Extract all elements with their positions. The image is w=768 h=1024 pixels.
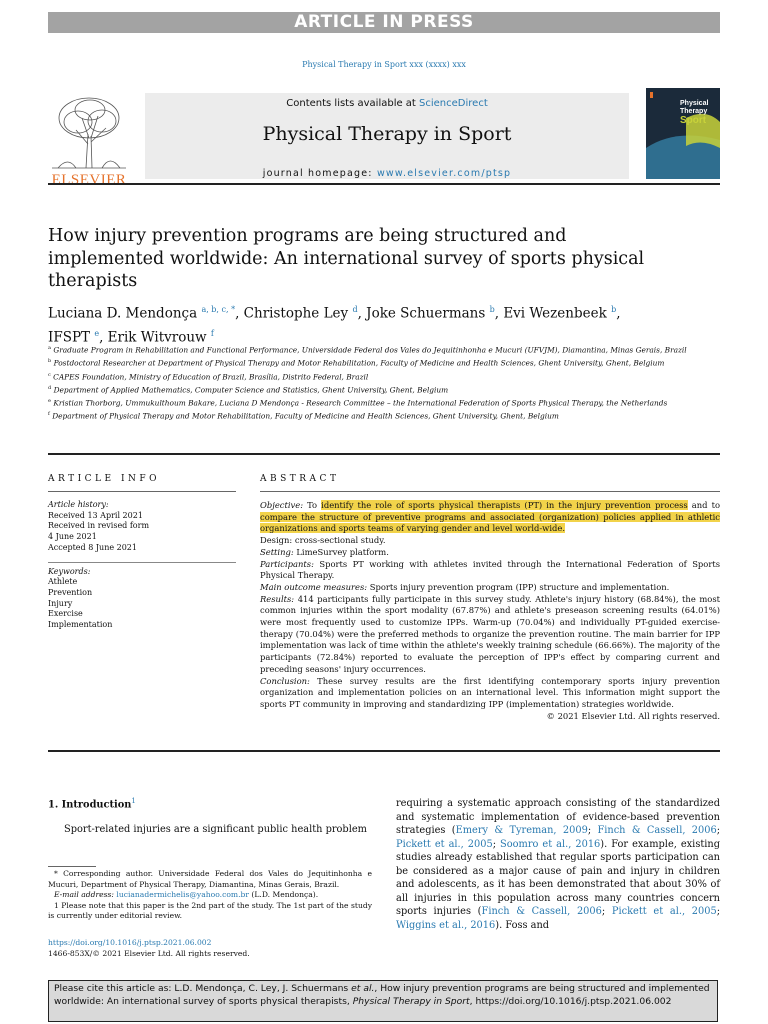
abstract-label: Conclusion: bbox=[260, 675, 310, 686]
sciencedirect-link[interactable]: ScienceDirect bbox=[419, 98, 488, 109]
citation-link[interactable]: Finch & Cassell, 2006 bbox=[597, 825, 717, 836]
affiliation-sup-link[interactable]: f bbox=[210, 328, 214, 338]
abstract-text: and to bbox=[687, 500, 720, 510]
body-text: ). Foss and bbox=[495, 919, 550, 931]
affiliation-letter: b bbox=[48, 358, 52, 365]
body-text: ). For example, existing studies already established that regular sports participation can be considered as a major cause of pain and injury in children and adolescents, as it has been demonstrated that about 30% of all injuries in this population across many countries concern sports injuries ( bbox=[396, 838, 720, 917]
affiliation-text: Kristian Thorborg, Ummukulthoum Bakare, Luciana D Mendonça - Research Committee – the International Federation of Sports Physical Therapy, the Netherlands bbox=[53, 398, 668, 408]
abstract-setting bbox=[260, 547, 720, 559]
author-separator: , bbox=[494, 305, 504, 322]
abstract-text: 414 participants fully participate in this survey study. Athlete's injury history (68.84%), the most common injuries within the sport modality (67.87%) and athlete's preseason screening results (64.01%) were most frequently used to customize IPPs. Warm-up (70.04%) and individually PT-guided exercise-therapy (70.04%) were the preferred methods to organize the prevention routine. The main barrier for IPP implementation was lack of time within the athlete's weekly training schedule (66.66%). The majority of the participants (72.84%) reported to evaluate the perception of IPP's effect by comparing current and preceding seasons' injury occurrences. bbox=[260, 593, 720, 674]
abstract-text: These survey results are the first identifying contemporary sports injury prevention organization and implementation policies on an international level. This information might support the sports PT community in improving and standardizing IPP (implementation) strategies worldwide. bbox=[260, 675, 720, 709]
body-text: requiring a systematic approach consisting of the standardized and systematic implementation of evidence-based prevention strategies ( bbox=[396, 798, 720, 836]
author-name: Luciana D. Mendonça bbox=[48, 305, 198, 322]
journal-reference-link[interactable]: Physical Therapy in Sport xxx (xxxx) xxx bbox=[302, 60, 466, 69]
affiliation-item bbox=[48, 370, 726, 383]
abstract-rule bbox=[260, 491, 720, 492]
abstract-heading: ABSTRACT bbox=[260, 474, 340, 484]
affiliation-text: Graduate Program in Rehabilitation and Functional Performance, Universidade Federal dos Vales do Jequitinhonha e Mucuri (UFVJM), Diamantina, Minas Gerais, Brazil bbox=[53, 345, 687, 355]
keywords-label: Keywords: bbox=[48, 566, 91, 576]
history-item: 4 June 2021 bbox=[48, 532, 97, 542]
abstract-results bbox=[260, 594, 720, 676]
affiliation-sup-link[interactable]: b bbox=[611, 305, 617, 314]
history-item: Received in revised form bbox=[48, 521, 150, 531]
cite-text: Please cite this article as: L.D. Mendonça, C. Ley, J. Schuermans bbox=[54, 983, 352, 994]
footnote-link[interactable]: 1 bbox=[131, 797, 136, 805]
affiliation-sup-link[interactable]: a, b, c, * bbox=[201, 305, 236, 314]
doi-link[interactable]: https://doi.org/10.1016/j.ptsp.2021.06.002 bbox=[48, 938, 212, 947]
cover-word: Sport bbox=[680, 115, 707, 126]
author-separator: , bbox=[357, 305, 367, 322]
affiliation-text: Department of Physical Therapy and Motor Rehabilitation, Faculty of Medicine and Health Sciences, Ghent University, Ghent, Belgium bbox=[52, 411, 559, 421]
affiliation-text: Postdoctoral Researcher at Department of Physical Therapy and Motor Rehabilitation, Faculty of Medicine and Health Sciences, Ghent University, Ghent, Belgium bbox=[53, 358, 665, 368]
intro-right-column: requiring a systematic approach consisting of the standardized and systematic implementation of evidence-based prevention strategies (Emery & Tyreman, 2009; Finch & Cassell, 2006; Pickett et al., 2005; Soomro et al., 2016). For example, existing studies already established that regular sports participation can be considered as a major cause of pain and injury in children and adolescents, as it has been demonstrated that about 30% of all injuries in this population across many countries concern sports injuries (Finch & Cassell, 2006; Pickett et al., 2005; Wiggins et al., 2016). Foss and bbox=[396, 798, 721, 931]
citation-link[interactable]: Wiggins et al., 2016 bbox=[396, 919, 496, 931]
abstract-copyright: © 2021 Elsevier Ltd. All rights reserved. bbox=[546, 710, 720, 721]
abstract-body bbox=[260, 500, 720, 722]
keyword: Exercise bbox=[48, 609, 83, 619]
info-divider bbox=[48, 562, 236, 563]
keyword: Injury bbox=[48, 598, 73, 608]
elsevier-wordmark: ELSEVIER bbox=[51, 172, 127, 188]
abstract-measures bbox=[260, 582, 720, 594]
citation-link[interactable]: Finch & Cassell, 2006 bbox=[481, 906, 602, 917]
study-part-note: 1 Please note that this paper is the 2nd part of the study. The 1st part of the study is currently under editorial review. bbox=[48, 900, 372, 920]
affiliation-text: Department of Applied Mathematics, Computer Science and Statistics, Ghent University, Ghent, Belgium bbox=[53, 385, 449, 395]
journal-homepage-line bbox=[145, 168, 629, 179]
email-link[interactable]: lucianadermichelis@yahoo.com.br bbox=[116, 890, 249, 899]
affiliation-letter: f bbox=[48, 411, 50, 418]
affiliation-sup-link[interactable]: e bbox=[94, 328, 100, 338]
section-rule bbox=[48, 750, 720, 752]
author-separator: , bbox=[99, 329, 108, 345]
affiliation-item bbox=[48, 383, 726, 396]
masthead-rule bbox=[48, 183, 720, 185]
article-info-rule bbox=[48, 491, 236, 492]
section-rule bbox=[48, 453, 720, 455]
author-separator: , bbox=[235, 305, 244, 322]
affiliation-item bbox=[48, 356, 726, 369]
citation-link[interactable]: Pickett et al., 2005 bbox=[396, 838, 493, 850]
abstract-text: LimeSurvey platform. bbox=[293, 546, 389, 557]
abstract-participants bbox=[260, 559, 720, 582]
journal-title: Physical Therapy in Sport bbox=[262, 123, 512, 145]
cite-this-article-box bbox=[48, 980, 718, 1022]
affiliation-sup-link[interactable]: b bbox=[489, 305, 495, 314]
cover-word: Physical bbox=[680, 100, 709, 107]
history-item: Accepted 8 June 2021 bbox=[48, 542, 137, 552]
abstract-text: Sports PT working with athletes invited through the International Federation of Sports Physical Therapy. bbox=[260, 558, 720, 581]
cover-word: Therapy bbox=[680, 107, 708, 115]
author-separator: , bbox=[616, 305, 621, 322]
corresponding-author-note: * Corresponding author. Universidade Federal dos Vales do Jequitinhonha e Mucuri, Department of Physical Therapy, Diamantina, Minas Gerais, Brazil. bbox=[48, 869, 372, 889]
history-label: Article history: bbox=[48, 500, 109, 509]
affiliation-letter: a bbox=[48, 345, 51, 351]
affiliation-item bbox=[48, 343, 726, 356]
journal-cover-thumbnail[interactable] bbox=[646, 88, 720, 179]
abstract-label: Setting: bbox=[260, 546, 294, 557]
homepage-prefix: journal homepage: bbox=[262, 168, 377, 179]
abstract-label: Objective: bbox=[260, 500, 304, 510]
email-label: E-mail address: bbox=[54, 890, 117, 899]
email-note bbox=[48, 890, 372, 901]
masthead-center-panel bbox=[145, 93, 629, 179]
author-name: Christophe Ley bbox=[243, 305, 349, 322]
homepage-link[interactable]: www.elsevier.com/ptsp bbox=[376, 168, 512, 179]
abstract-text: To bbox=[303, 500, 322, 510]
abstract-conclusion bbox=[260, 676, 720, 711]
abstract-design: Design: cross-sectional study. bbox=[260, 535, 386, 546]
heading-text: 1. Introduction bbox=[48, 799, 132, 811]
affiliations bbox=[48, 343, 726, 423]
highlighted-text: identify the role of sports physical therapists (PT) in the injury prevention process bbox=[321, 500, 688, 510]
highlighted-text: compare the structure of preventive programs and associated (organization) policies applied in athletic organizations and sports teams of varying gender and level world-wide. bbox=[260, 511, 720, 534]
keyword: Implementation bbox=[48, 620, 113, 630]
history-item: Received 13 April 2021 bbox=[48, 510, 143, 520]
intro-paragraph: Sport-related injuries are a significant public health problem bbox=[64, 824, 367, 835]
affiliation-item bbox=[48, 396, 726, 409]
introduction-heading bbox=[48, 797, 136, 810]
author-list bbox=[48, 300, 698, 347]
footnote-rule bbox=[48, 866, 96, 867]
author-name: Evi Wezenbeek bbox=[503, 305, 607, 322]
article-title: How injury prevention programs are being structured and implemented worldwide: An international survey of sports physical therapists bbox=[48, 226, 645, 291]
cover-title bbox=[680, 100, 708, 126]
keyword: Prevention bbox=[48, 587, 93, 597]
affiliation-text: CAPES Foundation, Ministry of Education of Brazil, Brasília, Distrito Federal, Brazil bbox=[53, 372, 369, 381]
issn-copyright: 1466-853X/© 2021 Elsevier Ltd. All rights reserved. bbox=[48, 949, 250, 958]
article-info-column bbox=[48, 500, 238, 631]
article-info-heading: ARTICLE INFO bbox=[48, 474, 161, 484]
citation-link[interactable]: Pickett et al., 2005 bbox=[611, 906, 717, 917]
cite-text: , How injury prevention programs are being structured and implemented worldwide: An international survey of sports physical therapists, bbox=[54, 983, 710, 1007]
keyword: Athlete bbox=[48, 577, 78, 587]
abstract-label: Results: bbox=[260, 593, 295, 604]
cite-etal: et al. bbox=[351, 983, 375, 994]
citation-link[interactable]: Soomro et al., 2016 bbox=[500, 838, 601, 850]
author-name: Erik Witvrouw bbox=[107, 329, 207, 345]
elsevier-tree-logo bbox=[48, 94, 130, 188]
contents-line bbox=[145, 98, 629, 109]
author-name: Joke Schuermans bbox=[366, 305, 486, 322]
journal-masthead bbox=[48, 88, 720, 188]
abstract-label: Main outcome measures: bbox=[260, 581, 368, 592]
cite-journal: Physical Therapy in Sport bbox=[352, 995, 470, 1007]
affiliation-letter: c bbox=[48, 371, 51, 378]
affiliation-sup-link[interactable]: d bbox=[352, 305, 358, 314]
email-suffix: (L.D. Mendonça). bbox=[249, 890, 319, 899]
abstract-objective bbox=[260, 500, 720, 535]
abstract-label: Participants: bbox=[260, 558, 314, 569]
affiliation-letter: e bbox=[48, 398, 51, 405]
citation-link[interactable]: Emery & Tyreman, 2009 bbox=[455, 825, 588, 836]
author-name: IFSPT bbox=[48, 329, 91, 345]
footnotes bbox=[48, 869, 372, 922]
cite-text: , https://doi.org/10.1016/j.ptsp.2021.06.002 bbox=[469, 995, 672, 1007]
contents-prefix: Contents lists available at bbox=[286, 98, 420, 109]
affiliation-letter: d bbox=[48, 384, 52, 391]
abstract-text: Sports injury prevention program (IPP) structure and implementation. bbox=[367, 581, 670, 592]
affiliation-item bbox=[48, 409, 726, 422]
article-in-press-banner: ARTICLE IN PRESS bbox=[48, 12, 720, 33]
